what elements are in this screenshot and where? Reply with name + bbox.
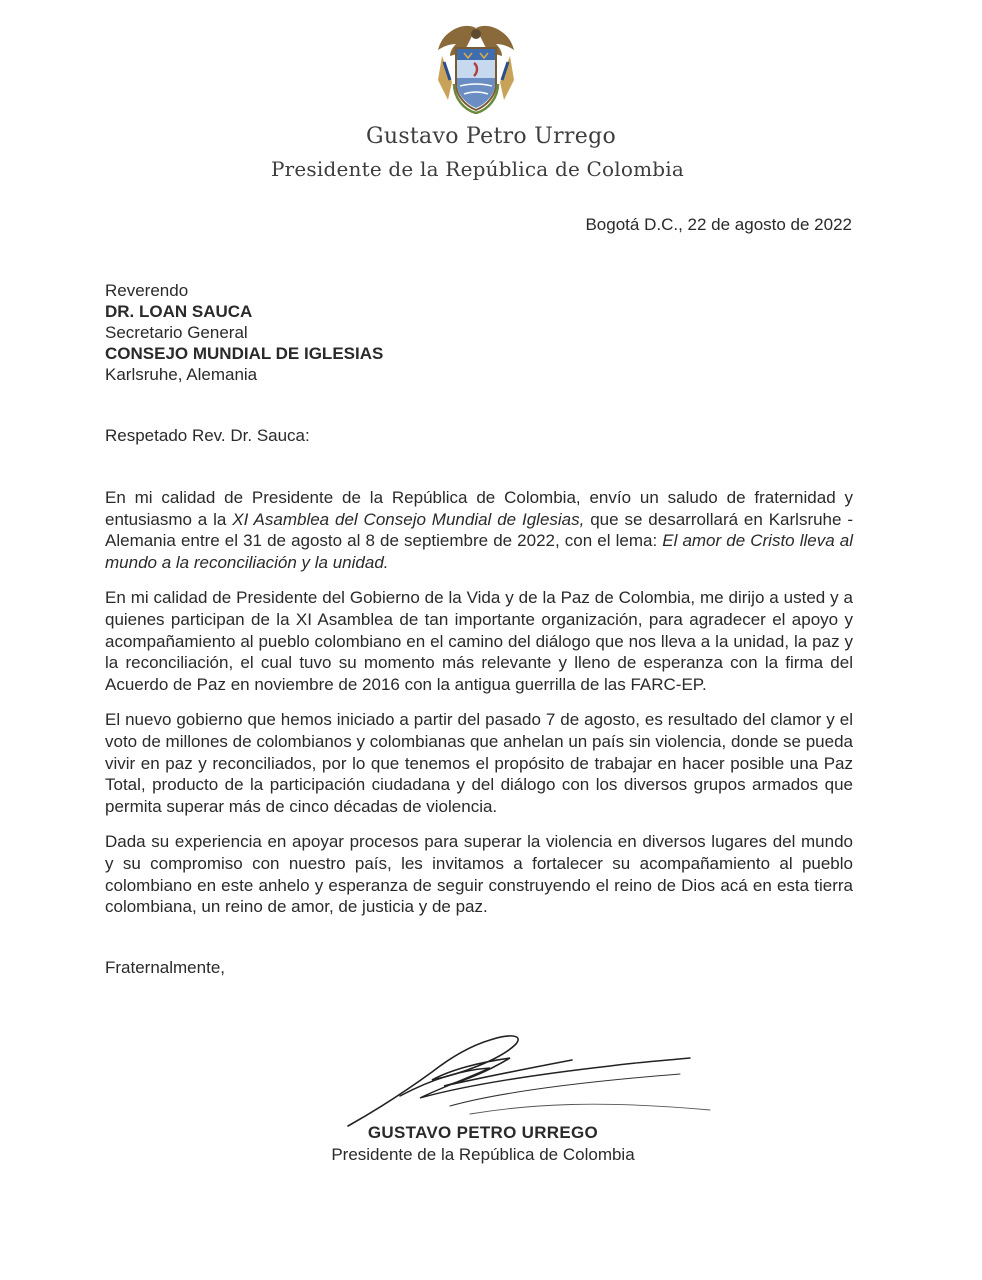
paragraph-3: El nuevo gobierno que hemos iniciado a partir del pasado 7 de agosto, es resultado del clamor y el voto de millones de colombianos y colombianas que anhelan un país sin violencia, donde se pueda vivir en paz y reconciliados, por lo que tenemos el propósito de trabajar en hacer posible una Paz Total, producto de la participación ciudadana y del diálogo con los diversos grupos armados que permita superar más de cinco décadas de violencia. — [105, 710, 853, 816]
closing: Fraternalmente, — [105, 958, 225, 977]
paragraph-1-text-c: que se desarrollará en Karlsruhe - Alemania entre el 31 de agosto al 8 de septiembre de 2022, con el lema: — [105, 509, 853, 551]
header-name: Gustavo Petro Urrego — [365, 124, 616, 149]
date-line: Bogotá D.C., 22 de agosto de 2022 — [585, 215, 852, 234]
header-title: Presidente de la República de Colombia — [270, 157, 685, 181]
recipient-name: DR. LOAN SAUCA — [105, 302, 253, 321]
paragraph-1-motto: El amor de Cristo lleva al mundo a la reconciliación y la unidad. — [105, 531, 853, 572]
recipient-organization: CONSEJO MUNDIAL DE IGLESIAS — [105, 344, 384, 363]
handwritten-signature — [340, 1022, 720, 1132]
recipient-block — [105, 280, 383, 385]
salutation: Respetado Rev. Dr. Sauca: — [105, 426, 310, 445]
letter-body — [105, 487, 853, 932]
signatory-name: GUSTAVO PETRO URREGO — [367, 1123, 599, 1142]
paragraph-1 — [105, 487, 853, 573]
coat-of-arms-icon — [428, 22, 524, 114]
recipient-position: Secretario General — [105, 323, 248, 342]
paragraph-1-assembly-name: XI Asamblea del Consejo Mundial de Iglesias, — [232, 509, 585, 529]
recipient-honorific: Reverendo — [105, 281, 189, 300]
recipient-location: Karlsruhe, Alemania — [105, 365, 258, 384]
paragraph-1-text-a: En mi calidad de Presidente de la República de Colombia, envío un saludo de fraternidad y entusiasmo a la — [105, 488, 853, 529]
paragraph-4: Dada su experiencia en apoyar procesos para superar la violencia en diversos lugares del mundo y su compromiso con nuestro país, les invitamos a fortalecer su acompañamiento al pueblo colombiano en este anhelo y esperanza de seguir construyendo el reino de Dios acá en esta tierra colombiana, un reino de amor, de justicia y de paz. — [105, 832, 853, 917]
paragraph-2: En mi calidad de Presidente del Gobierno de la Vida y de la Paz de Colombia, me dirijo a usted y a quienes participan de la XI Asamblea de tan importante organización, para agradecer el apoyo y acompañamiento al pueblo colombiano en el camino del diálogo que nos lleva a la unidad, la paz y la reconciliación, el cual tuvo su momento más relevante y lleno de esperanza con la firma del Acuerdo de Paz en noviembre de 2016 con la antigua guerrilla de las FARC-EP. — [105, 588, 853, 694]
signatory-title: Presidente de la República de Colombia — [331, 1145, 635, 1164]
